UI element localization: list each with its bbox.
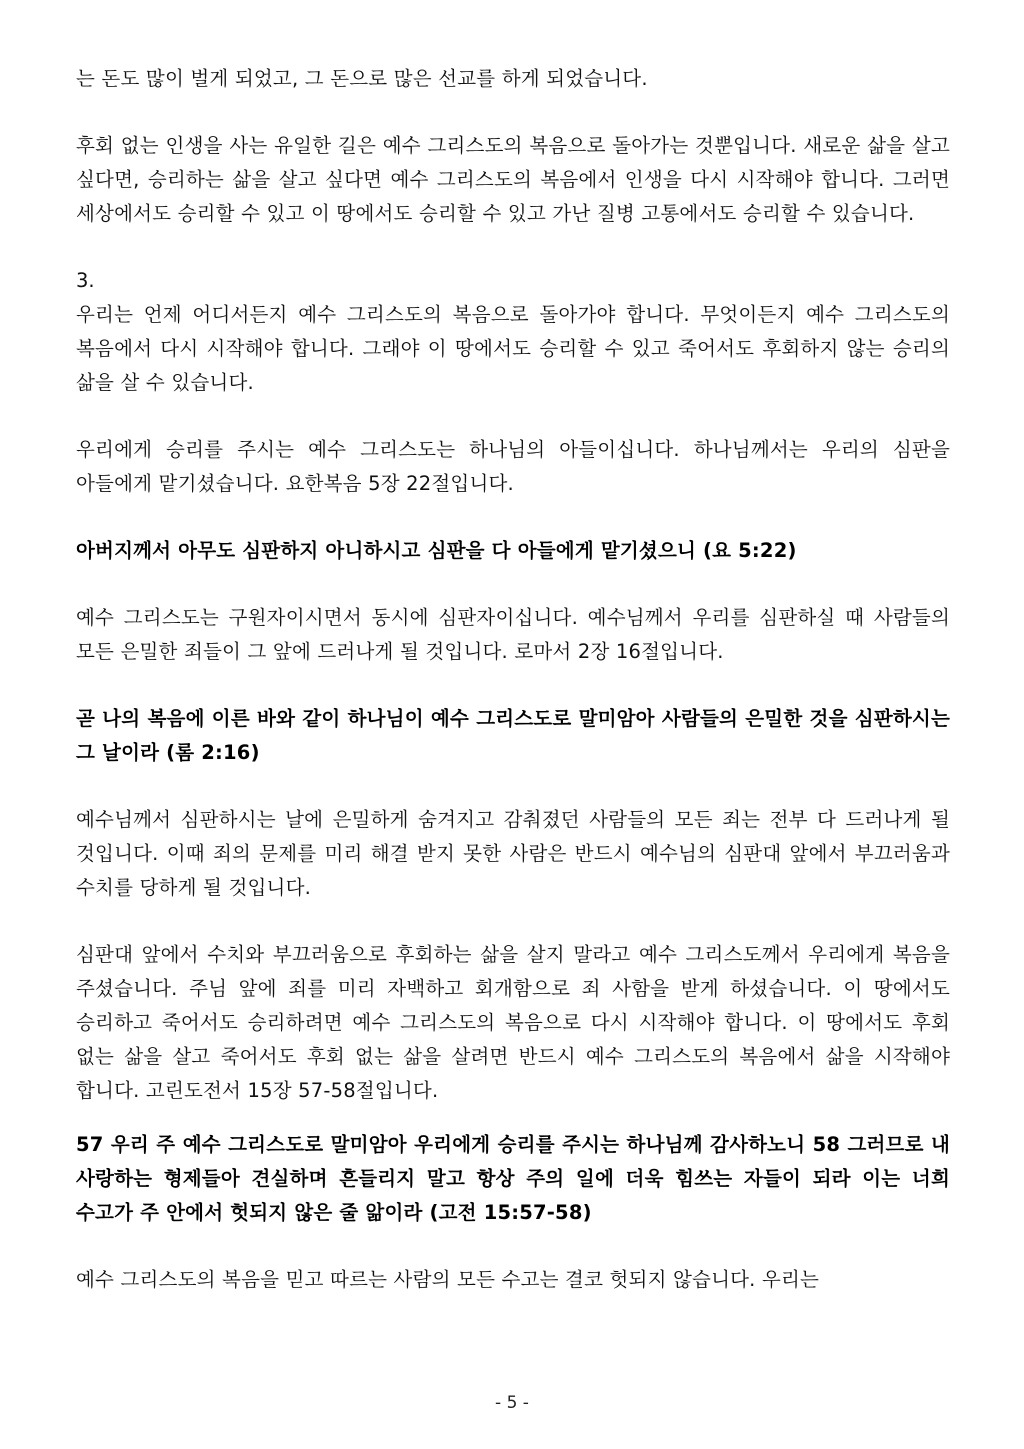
page-number: - 5 - bbox=[495, 1393, 529, 1413]
paragraph-no-regret-life: 후회 없는 인생을 사는 유일한 길은 예수 그리스도의 복음으로 돌아가는 것뿐입니다. 새로운 삶을 살고 싶다면, 승리하는 삶을 살고 싶다면 예수 그리스도의 복음에서 인생을 다시 시작해야 합니다. 그러면 세상에서도 승리할 수 있고 이 땅에서도 승리할 수 있고 가난 질병 고통에서도 승리할 수 있습니다. bbox=[76, 134, 950, 225]
scripture-1corinthians-15-57-58: 57 우리 주 예수 그리스도로 말미암아 우리에게 승리를 주시는 하나님께 감사하노니 58 그러므로 내 사랑하는 형제들아 견실하며 흔들리지 말고 항상 주의 일에 더욱 힘쓰는 자들이 되라 이는 너희 수고가 주 안에서 헛되지 않은 줄 앎이라 (고전 15:57-58) bbox=[76, 1133, 950, 1224]
paragraph-labor-not-in-vain: 예수 그리스도의 복음을 믿고 따르는 사람의 모든 수고는 결코 헛되지 않습니다. 우리는 bbox=[76, 1268, 820, 1291]
paragraph-continuation: 는 돈도 많이 벌게 되었고, 그 돈으로 많은 선교를 하게 되었습니다. bbox=[76, 67, 648, 90]
paragraph-gospel-given: 심판대 앞에서 수치와 부끄러움으로 후회하는 삶을 살지 말라고 예수 그리스도께서 우리에게 복음을 주셨습니다. 주님 앞에 죄를 미리 자백하고 회개함으로 죄 사함을 받게 하셨습니다. 이 땅에서도 승리하고 죽어서도 승리하려면 예수 그리스도의 복음으로 다시 시작해야 합니다. 이 땅에서도 후회 없는 삶을 살고 죽어서도 후회 없는 삶을 살려면 반드시 예수 그리스도의 복음에서 삶을 시작해야 합니다. 고린도전서 15장 57-58절입니다. bbox=[76, 943, 950, 1102]
paragraph-return-to-gospel: 우리는 언제 어디서든지 예수 그리스도의 복음으로 돌아가야 합니다. 무엇이든지 예수 그리스도의 복음에서 다시 시작해야 합니다. 그래야 이 땅에서도 승리할 수 있고 죽어서도 후회하지 않는 승리의 삶을 살 수 있습니다. bbox=[76, 303, 950, 394]
document-page bbox=[76, 62, 950, 1297]
paragraph-judgment-day: 예수님께서 심판하시는 날에 은밀하게 숨겨지고 감춰졌던 사람들의 모든 죄는 전부 다 드러나게 될 것입니다. 이때 죄의 문제를 미리 해결 받지 못한 사람은 반드시 예수님의 심판대 앞에서 부끄러움과 수치를 당하게 될 것입니다. bbox=[76, 808, 950, 899]
section-number: 3. bbox=[76, 269, 95, 292]
paragraph-savior-and-judge: 예수 그리스도는 구원자이시면서 동시에 심판자이십니다. 예수님께서 우리를 심판하실 때 사람들의 모든 은밀한 죄들이 그 앞에 드러나게 될 것입니다. 로마서 2장 16절입니다. bbox=[76, 606, 950, 663]
paragraph-son-of-god: 우리에게 승리를 주시는 예수 그리스도는 하나님의 아들이십니다. 하나님께서는 우리의 심판을 아들에게 맡기셨습니다. 요한복음 5장 22절입니다. bbox=[76, 438, 950, 495]
scripture-john-5-22: 아버지께서 아무도 심판하지 아니하시고 심판을 다 아들에게 맡기셨으니 (요 5:22) bbox=[76, 539, 797, 562]
scripture-romans-2-16: 곧 나의 복음에 이른 바와 같이 하나님이 예수 그리스도로 말미암아 사람들의 은밀한 것을 심판하시는 그 날이라 (롬 2:16) bbox=[76, 707, 950, 764]
